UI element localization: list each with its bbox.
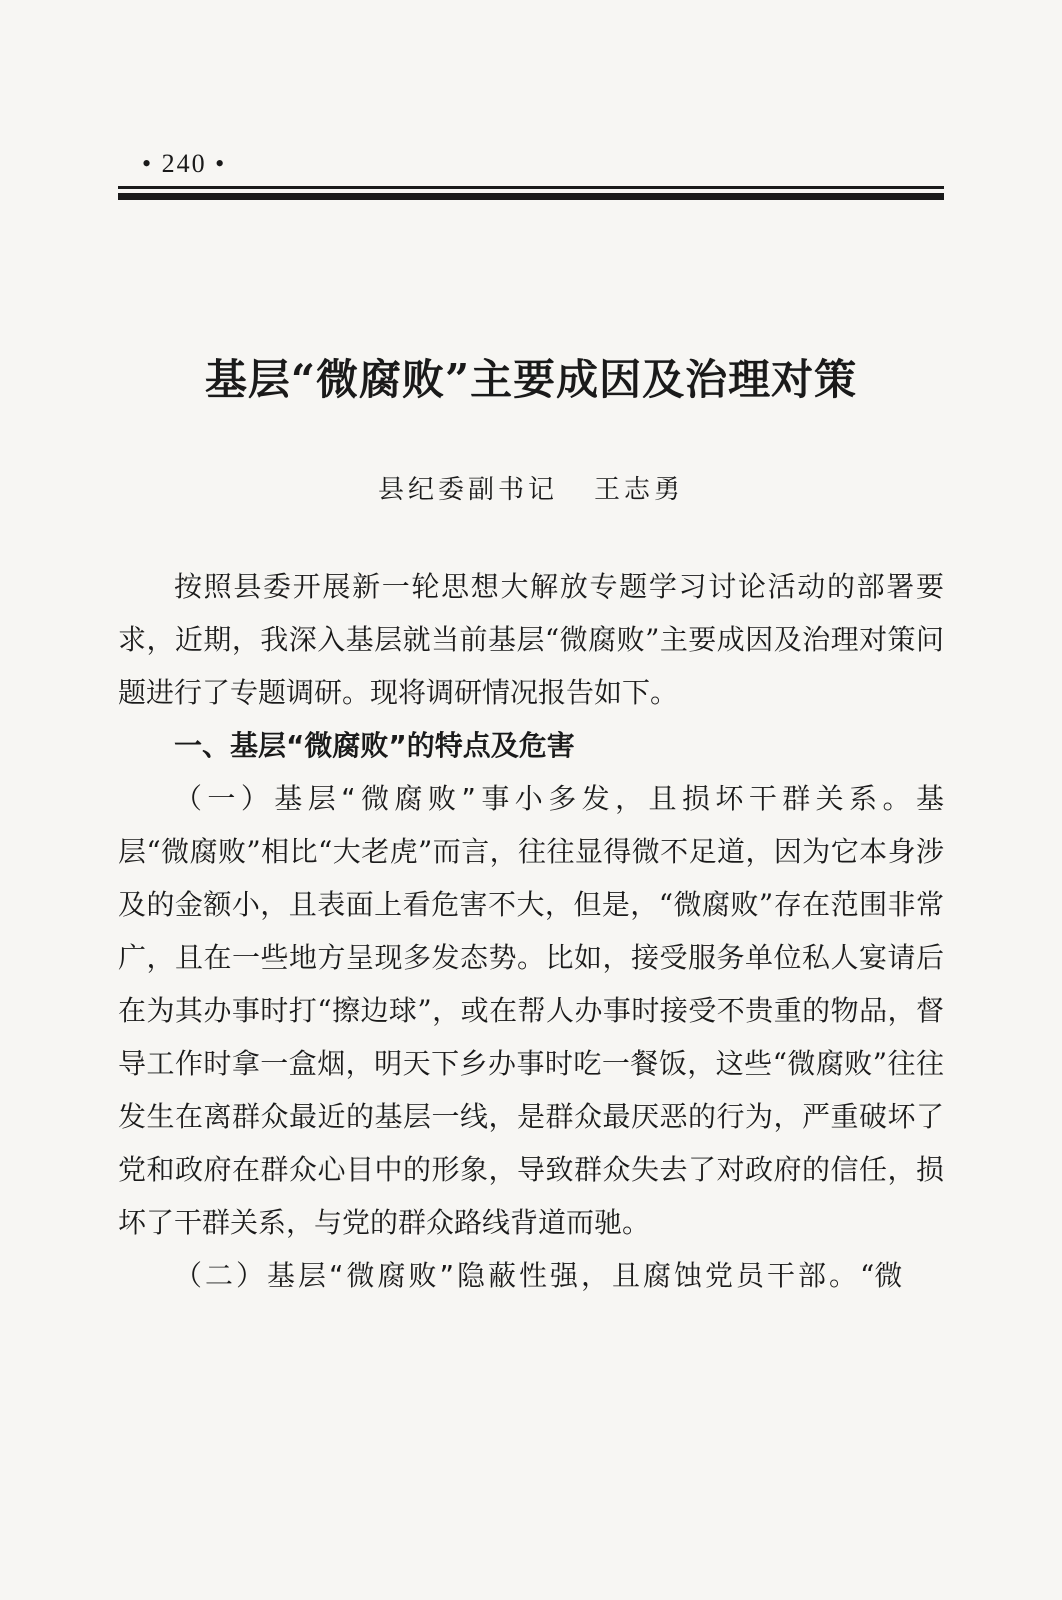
article-body xyxy=(118,560,944,1302)
subsection-text-2: “微 xyxy=(860,1259,903,1292)
author-position: 县纪委副书记 xyxy=(377,475,558,505)
subsection-label-2: （二）基层“微腐败”隐蔽性强，且腐蚀党员干部。 xyxy=(174,1259,861,1292)
page-number: • 240 • xyxy=(142,149,227,178)
byline xyxy=(118,470,944,510)
section-heading: 一、基层“微腐败”的特点及危害 xyxy=(174,729,575,762)
header-rule-thick xyxy=(118,193,944,200)
subsection-label-1: （一）基层“微腐败”事小多发，且损坏干群关系。 xyxy=(174,782,916,815)
author-name: 王志勇 xyxy=(594,475,685,505)
subsection-paragraph-1 xyxy=(118,772,944,1249)
header-rule-thin xyxy=(118,186,944,189)
page-header xyxy=(118,146,944,182)
subsection-text-1: 基层“微腐败”相比“大老虎”而言，往往显得微不足道，因为它本身涉及的金额小，且表面上看危害不大，但是，“微腐败”存在范围非常广，且在一些地方呈现多发态势。比如，接受服务单位私人宴请后在为其办事时打“擦边球”，或在帮人办事时接受不贵重的物品，督导工作时拿一盒烟，明天下乡办事时吃一餐饭，这些“微腐败”往往发生在离群众最近的基层一线，是群众最厌恶的行为，严重破坏了党和政府在群众心目中的形象，导致群众失去了对政府的信任，损坏了干群关系，与党的群众路线背道而驰。 xyxy=(118,782,944,1239)
article-title: 基层“微腐败”主要成因及治理对策 xyxy=(204,355,858,404)
intro-paragraph: 按照县委开展新一轮思想大解放专题学习讨论活动的部署要求，近期，我深入基层就当前基层“微腐败”主要成因及治理对策问题进行了专题调研。现将调研情况报告如下。 xyxy=(118,570,944,709)
subsection-paragraph-2 xyxy=(118,1249,944,1302)
